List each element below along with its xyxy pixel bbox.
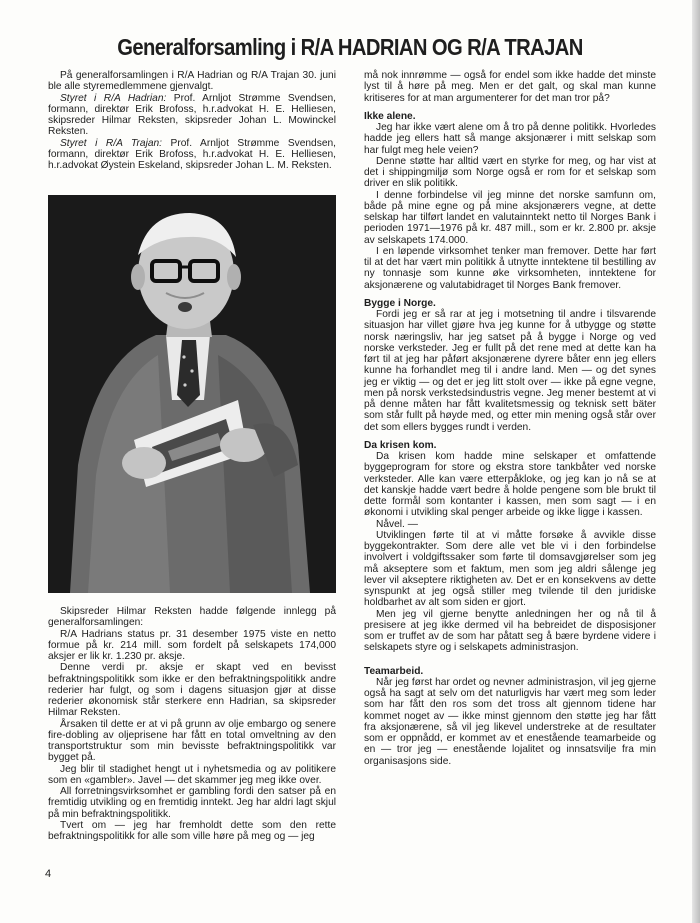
page-edge-shadow: [692, 0, 700, 923]
board-hadrian-paragraph: [48, 93, 336, 138]
article-headline: Generalforsamling i R/A HADRIAN OG R/A TRAJAN: [117, 34, 583, 60]
subheading-bygge-i-norge: Bygge i Norge.: [364, 297, 436, 309]
speaker-photo-image: [48, 195, 336, 593]
speech-paragraph: må nok innrømme — også for endel som ikke hadde det minste lyst til å høre på meg. Men er det galt, og skal man kunne kritiseres for at man argumenterer for det man tror på?: [364, 70, 656, 104]
subheading-da-krisen-kom: Da krisen kom.: [364, 439, 437, 451]
speaker-photo: [48, 195, 336, 593]
speech-paragraph: Fordi jeg er så rar at jeg i motsetning til andre i tilsvarende situasjon har villet gjøre hva jeg kunne for å utbygge og støtte norsk næringsliv, har jeg satset på å bygge i Norge og ved norske verksteder. Jeg er fullt på det rene med at dette kan ha ført til at jeg har påført aksjonærene dyrere båter enn jeg ellers kunne ha forhandlet meg til i andre land. Men — og det synes jeg er viktig — og det er jeg litt stolt over — ikke på egne vegne, men på norsk verkstedsindustris vegne. Jeg mener bestemt at vi på denne måten har fått kvalitetsmessig og teknisk sett bäter som står fullt på høyde med, og etter min mening også står over det som ellers bygges rundt i verden.: [364, 309, 656, 433]
speech-paragraph: Jeg har ikke vært alene om å tro på denne politikk. Hvorledes hadde jeg ellers hatt så mange aksjonærer i mitt selskap som har fulgt meg hele veien?: [364, 122, 656, 156]
board-trajan-label: Styret i R/A Trajan:: [60, 137, 163, 149]
speech-paragraph: I denne forbindelse vil jeg minne det norske samfunn om, både på mine egne og på mine aksjonærers vegne, at dette selskap har tilført landet en valutainntekt netto til Norges Bank i perioden 1971—1976 på kr. 487 mill., som er kr. 2.800 pr. aksje av selskapets 174.000.: [364, 189, 656, 246]
speech-paragraph: Da krisen kom hadde mine selskaper et omfattende byggeprogram for store og ekstra store tankbåter ved norske verksteder. Alle kan være etterpåkloke, og jeg kan jo nå se at det kanskje hadde vært bedre å holde pengene som ble brukt til dette formål som kontanter i kassen, men som sagt — i en økonomi i utvikling skal penger arbeide og ikke ligge i kassen.: [364, 451, 656, 519]
page-number: 4: [45, 868, 52, 880]
speech-paragraph: I en løpende virksomhet tenker man fremover. Dette har ført til at det har vært min politikk å utnytte inntektene til bestilling av ny tonnasje som kunne øke virksomheten, inntektene for aksjonærene og valutabidraget til Norges Bank fremover.: [364, 245, 656, 291]
speech-paragraph: Denne støtte har alltid vært en styrke for meg, og har vist at det i shippingmiljø som Norge også er rom for et selskap som driver en slik politikk.: [364, 155, 656, 190]
right-column: [364, 70, 656, 767]
left-column-intro: [48, 70, 336, 171]
speech-paragraph: Denne verdi pr. aksje er skapt ved en bevisst befraktningspolitikk som ikke er den befraktningspolitikk andre rederier har fulgt, og som i dagens situasjon gjør at disse rederier økonomisk står sterkere enn Hadrian, sa skipsreder Hilmar Reksten.: [48, 662, 336, 719]
subheading-ikke-alene: Ikke alene.: [364, 110, 416, 122]
speech-paragraph: Når jeg først har ordet og nevner administrasjon, vil jeg gjerne også ha sagt at selv om det naturligvis har vært meg som leder som har fått den ros som det tross alt gjennom tidene har kommet noget av — ikke minst gjennom den støtte jeg har fått fra aksjonærene, så vil jeg likevel understreke at de resultater som er oppnådd, er kommet av et enestående teamarbeide og en — tror jeg — enestående lojalitet og innsatsvilje fra min organisasjons side.: [364, 676, 656, 767]
speech-paragraph: Men jeg vil gjerne benytte anledningen her og nå til å presisere at jeg ikke dermed vil ha bebreidet de disposisjoner som er truffet av de som har påtatt seg å bære byrdene videre i selskapets styre og i selskapets administrasjon.: [364, 608, 656, 654]
intro-paragraph: På generalforsamlingen i R/A Hadrian og R/A Trajan 30. juni ble alle styremedlemmene gjenvalgt.: [48, 70, 336, 93]
speech-paragraph: Tvert om — jeg har fremholdt dette som den rette befraktningspolitikk for alle som ville høre på meg og — jeg: [48, 819, 336, 842]
speech-paragraph: All forretningsvirksomhet er gambling fordi den satser på en fremtidig utvikling og en fremtidig inntekt. Jeg har aldri lagt skjul på min befraktningspolitikk.: [48, 786, 336, 820]
speech-paragraph: Skipsreder Hilmar Reksten hadde følgende innlegg på generalforsamlingen:: [48, 606, 336, 629]
subheading-teamarbeid: Teamarbeid.: [364, 665, 424, 677]
left-column-speech: [48, 606, 336, 842]
speech-paragraph: Utviklingen førte til at vi måtte forsøke å avvikle disse byggekontrakter. Som dere alle vet ble vi i den forbindelse involvert i voldgiftssaker som førte til domsavgjørelser som jeg må akseptere som et faktum, men som jeg aldri sålenge jeg lever vil akseptere riktigheten av. Det er en konsekvens av dette synspunkt at jeg også stiller meg tvilende til den juridiske holdbarhet av alt som siden er gjort.: [364, 529, 656, 609]
board-trajan-members: Prof. Arnljot Strømme Svendsen, formann, direktør Erik Brofoss, h.r.advokat H. E. Helliesen, h.r.advokat Øystein Eskeland, skipsreder Johan L. M. Reksten.: [48, 137, 336, 171]
speech-paragraph: Årsaken til dette er at vi på grunn av olje embargo og senere fire-dobling av oljeprisene har fått en total omveltning av den transportstruktur som min bevisste befraktningspolitikk var bygget på.: [48, 718, 336, 764]
board-hadrian-label: Styret i R/A Hadrian:: [60, 92, 167, 104]
speech-paragraph: Nåvel. —: [376, 518, 418, 530]
speech-paragraph: R/A Hadrians status pr. 31 desember 1975 viste en netto formue på kr. 214 mill. som fordelt på selskapets 174,000 aksjer er lik kr. 1.230 pr. aksje.: [48, 628, 336, 662]
board-hadrian-members: Prof. Arnljot Strømme Svendsen, formann, direktør Erik Brofoss, h.r.advokat H. E. Helliesen, skipsreder Hilmar Reksten, skipsreder Johan L. Mowinckel Reksten.: [48, 92, 336, 138]
speech-paragraph: Jeg blir til stadighet hengt ut i nyhetsmedia og av politikere som en «gambler». Javel — det skammer jeg meg ikke over.: [48, 763, 336, 786]
board-trajan-paragraph: [48, 138, 336, 172]
